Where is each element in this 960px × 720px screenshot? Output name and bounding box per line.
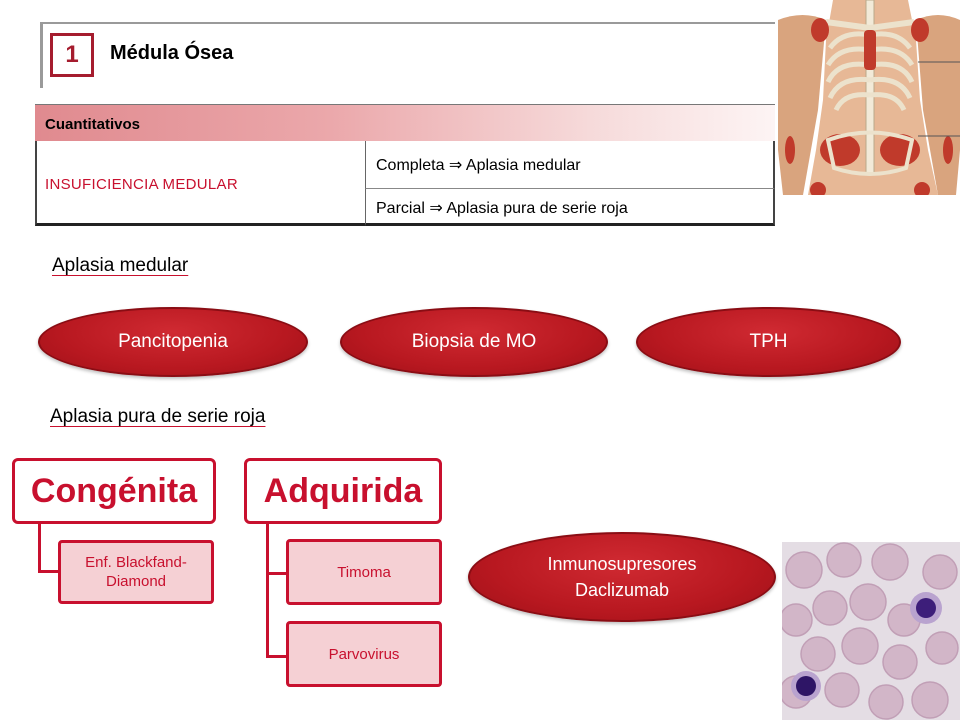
table-cell-option-2 xyxy=(365,189,775,226)
adquirida-connector-2 xyxy=(266,566,288,658)
biopsia-ellipse: Biopsia de MO xyxy=(340,307,608,377)
congenita-box: Congénita xyxy=(12,458,216,524)
header-horizontal-rule xyxy=(40,22,775,24)
parvovirus-box: Parvovirus xyxy=(286,621,442,687)
section-number: 1 xyxy=(50,33,94,77)
header-vertical-rule xyxy=(40,22,43,88)
table-option-2: Parcial ⇒ Aplasia pura de serie roja xyxy=(376,200,628,217)
blood-smear-micrograph xyxy=(782,542,960,720)
table-row-label-cell xyxy=(35,141,365,226)
skeleton-illustration xyxy=(778,0,960,195)
table-header xyxy=(35,104,775,141)
adquirida-connector-vertical xyxy=(266,566,269,655)
table-header-label: Cuantitativos xyxy=(45,116,141,133)
table-option-1: Completa ⇒ Aplasia medular xyxy=(376,157,581,174)
tratamiento-ellipse xyxy=(468,532,776,622)
table-cell-option-1 xyxy=(365,141,775,189)
page-title: Médula Ósea xyxy=(110,42,234,64)
heading-aplasia-medular: Aplasia medular xyxy=(52,255,189,276)
table-row-label: INSUFICIENCIA MEDULAR xyxy=(45,176,238,193)
tratamiento-line-1: Inmunosupresores xyxy=(547,554,697,574)
timoma-box: Timoma xyxy=(286,539,442,605)
classification-table xyxy=(35,104,775,226)
adquirida-box: Adquirida xyxy=(244,458,442,524)
tratamiento-line-2: Daclizumab xyxy=(574,580,670,600)
blackfand-diamond-box: Enf. Blackfand-Diamond xyxy=(58,540,214,604)
tph-ellipse: TPH xyxy=(636,307,901,377)
heading-aplasia-pura: Aplasia pura de serie roja xyxy=(50,406,266,427)
pancitopenia-ellipse: Pancitopenia xyxy=(38,307,308,377)
